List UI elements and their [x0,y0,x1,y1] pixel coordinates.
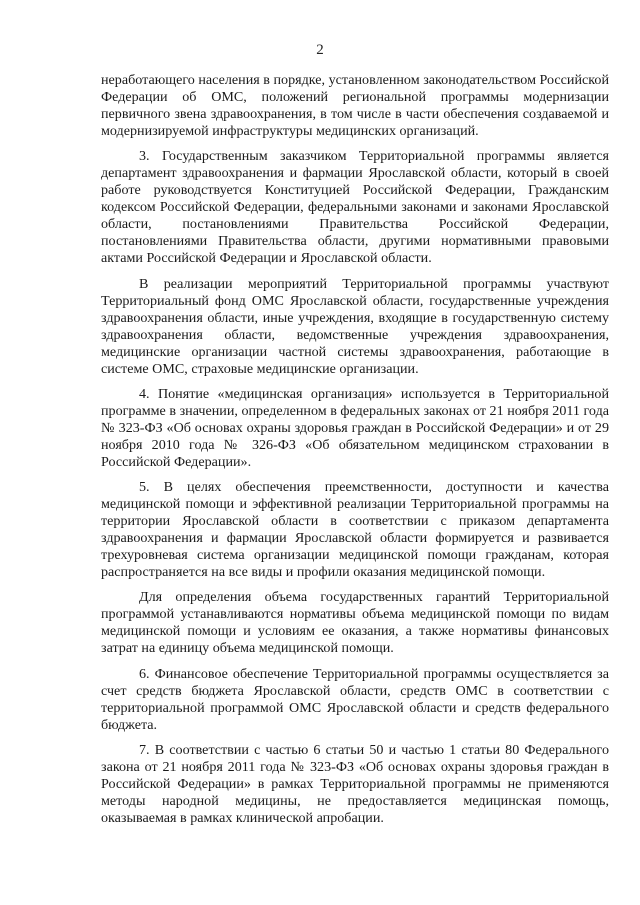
paragraph-5: 5. В целях обеспечения преемственности, доступности и качества медицинской помощи и эффективной реализации Территориальной программы на территории Ярославской области в соответствии с приказом департамента здравоохранения и фармации Ярославской области формируется и развивается трехуровневая система организации медицинской помощи гражданам, которая распространяется на все виды и профили оказания медицинской помощи. [101,479,609,581]
document-body [101,72,609,827]
paragraph-continuation: неработающего населения в порядке, установленном законодательством Российской Федерации об ОМС, положений региональной программы модернизации первичного звена здравоохранения, в том числе в части обеспечения создаваемой и модернизируемой инфраструктуры медицинских организаций. [101,72,609,140]
paragraph-3: 3. Государственным заказчиком Территориальной программы является департамент здравоохранения и фармации Ярославской области, который в своей работе руководствуется Конституцией Российской Федерации, Гражданским кодексом Российской Федерации, федеральными законами и законами Ярославской области, постановлениями Правительства Российской Федерации, постановлениями Правительства области, другими нормативными правовыми актами Российской Федерации и Ярославской области. [101,148,609,267]
paragraph-norms: Для определения объема государственных гарантий Территориальной программой устанавливаются нормативы объема медицинской помощи по видам медицинской помощи и условиям ее оказания, а также нормативы финансовых затрат на единицу объема медицинской помощи. [101,589,609,657]
paragraph-7: 7. В соответствии с частью 6 статьи 50 и частью 1 статьи 80 Федерального закона от 21 ноября 2011 года № 323-ФЗ «Об основах охраны здоровья граждан в Российской Федерации» в рамках Территориальной программы не применяются методы народной медицины, не предоставляется медицинская помощь, оказываемая в рамках клинической апробации. [101,741,609,826]
paragraph-4: 4. Понятие «медицинская организация» используется в Территориальной программе в значении, определенном в федеральных законах от 21 ноября 2011 года № 323-ФЗ «Об основах охраны здоровья граждан в Российской Федерации» и от 29 ноября 2010 года № 326-ФЗ «Об обязательном медицинском страховании в Российской Федерации». [101,385,609,470]
paragraph-6: 6. Финансовое обеспечение Территориальной программы осуществляется за счет средств бюджета Ярославской области, средств ОМС в соответствии с территориальной программой ОМС Ярославской области и средств федерального бюджета. [101,665,609,733]
page-number: 2 [316,42,324,58]
paragraph-participants: В реализации мероприятий Территориальной программы участвуют Территориальный фонд ОМС Ярославской области, государственные учреждения здравоохранения области, иные учреждения, входящие в государственную систему здравоохранения области, ведомственные учреждения здравоохранения, медицинские организации частной системы здравоохранения, работающие в системе ОМС, страховые медицинские организации. [101,275,609,377]
